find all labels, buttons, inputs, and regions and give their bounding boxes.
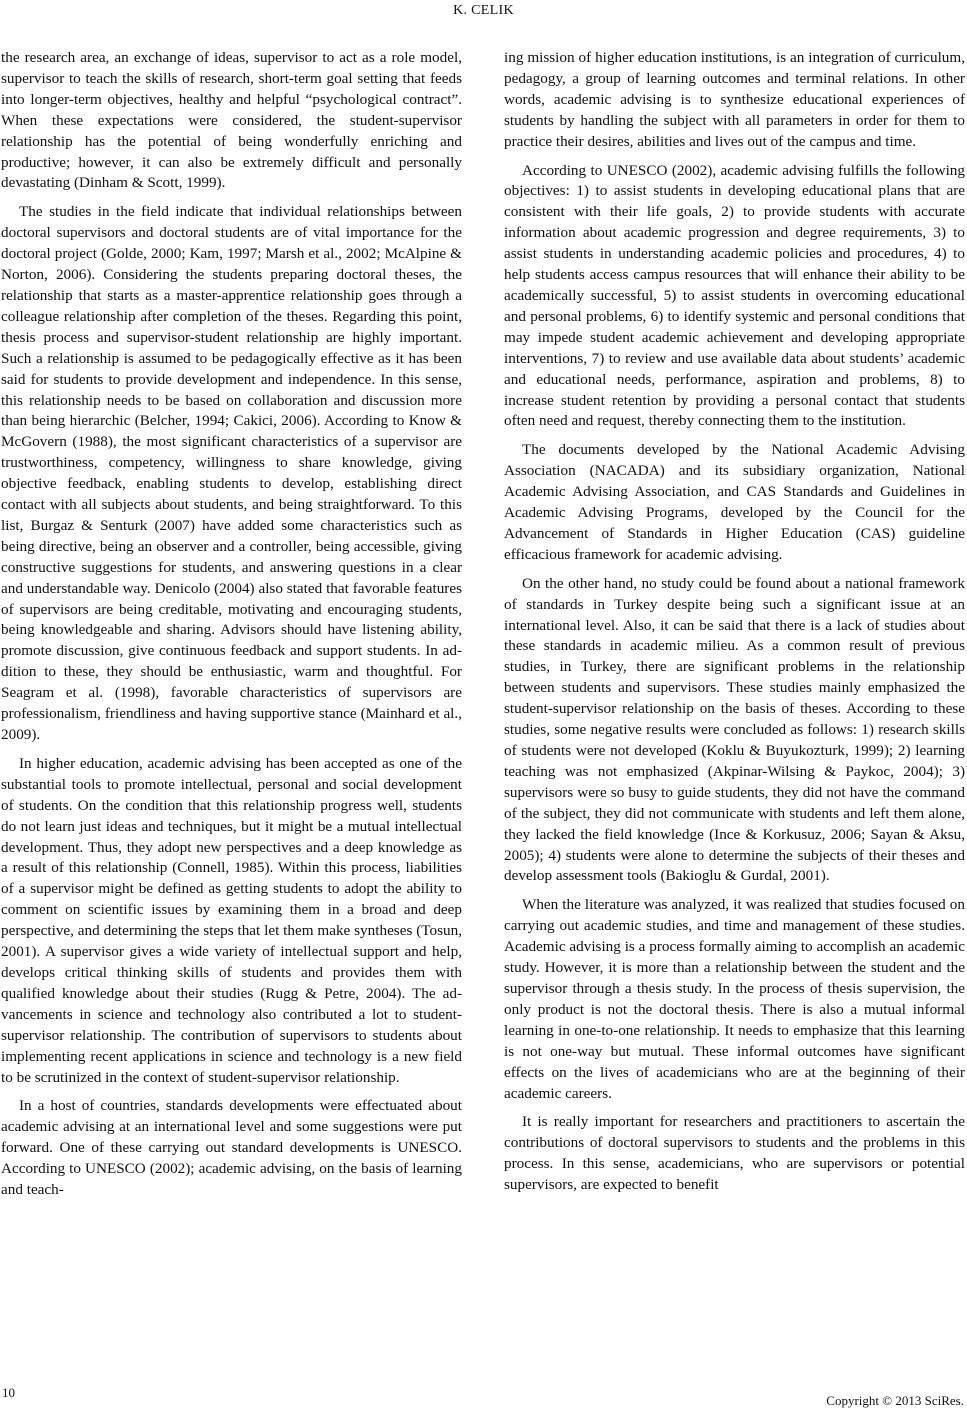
paragraph: In higher education, academic advising has been accepted as one of the substantial tools to promote intellectual, personal and social development of students. On the condition that this relationship progress well, students do not learn just ideas and techniques, but it might be a mutual intellectual development. Thus, they adopt new perspectives and a deep knowledge as a result of this relationship (Connell, 1985). Within this process, liabilities of a supervisor might be defined as getting students to adopt the ability to comment on scientific issues by examining them in a broad and deep perspective, and determining the steps that let them make syntheses (Tosun, 2001). A supervisor gives a wide variety of intellectual support and help, develops critical thinking skills of students and provides them with qualified knowledge about their studies (Rugg & Petre, 2004). The advancements in science and technology also contributed a lot to student-supervisor relationship. The contribution of supervisors to students about implementing recent applications in science and technology is a new field to be scrutinized in the context of student-supervisor relationship. [1, 754, 462, 1086]
page-number: 10 [2, 1385, 15, 1400]
right-column [504, 48, 965, 1204]
paragraph: On the other hand, no study could be found about a national framework of standards in Turkey despite being such a significant issue at an international level. Also, it can be said that there is a lack of studies about these standards in academic milieu. As a common result of previous studies, in Turkey, there are significant problems in the relationship between students and supervisors. These studies mainly emphasized the student-supervisor relationship on the basis of theses. According to these studies, some negative results were concluded as follows: 1) research skills of students were not developed (Koklu & Buyukozturk, 1999); 2) learning teaching was not emphasized (Akpinar-Wilsing & Paykoc, 2004); 3) supervisors were so busy to guide students, they did not have the command of the subject, they did not communicate with students and left them alone, they lacked the field knowledge (Ince & Korkusuz, 2006; Sayan & Aksu, 2005); 4) students were alone to determine the subjects of their theses and develop assessment tools (Bakioglu & Gurdal, 2001). [504, 574, 965, 885]
paragraph: ing mission of higher education institutions, is an integration of curriculum, pedagogy, a group of learning outcomes and terminal relations. In other words, academic advising is to synthesize educational experiences of students by handling the subject with all parameters in order for them to practice their desires, abilities and lives out of the campus and time. [504, 49, 965, 150]
running-head: K. CELIK [453, 3, 514, 18]
paragraph: The documents developed by the National Academic Advising Association (NACADA) and its subsidiary organization, National Academic Advising Association, and CAS Standards and Guidelines in Academic Advising Programs, developed by the Council for the Advancement of Standards in Higher Education (CAS) guideline efficacious framework for academic advising. [504, 441, 965, 563]
paragraph: According to UNESCO (2002), academic advising fulfills the following objectives: 1) to assist students in developing educational plans that are consistent with their life goals, 2) to provide students with accurate information about academic progression and degree requirements, 3) to assist students in understanding academic policies and procedures, 4) to help students access campus resources that will enhance their ability to be academically successful, 5) to assist students in overcoming educational and personal problems, 6) to identify systemic and personal conditions that may impede student academic achievement and developing appropriate interventions, 7) to review and use available data about students’ academic and educational needs, performance, aspiration and problems, 8) to increase student retention by providing a personal contact that students often need and request, thereby connecting them to the institution. [504, 161, 965, 430]
paragraph: It is really important for researchers and practitioners to ascertain the contributions of doctoral supervisors to students and the problems in this process. In this sense, academicians, who are supervisors or potential supervisors, are expected to benefit [504, 1113, 965, 1194]
paragraph: When the literature was analyzed, it was realized that studies focused on carrying out academic studies, and time and management of these studies. Academic advising is a process formally aiming to accomplish an academic study. However, it is more than a relationship between the student and the supervisor through a thesis study. In the process of thesis supervision, the only product is not the doctoral thesis. There is also a mutual informal learning in one-to-one relationship. It needs to emphasize that this learning is not one-way but mutual. These informal outcomes have significant effects on the lives of academicians who are at the beginning of their academic careers. [504, 896, 965, 1102]
paragraph: the research area, an exchange of ideas, supervisor to act as a role model, supervisor to teach the skills of research, short-term goal setting that feeds into longer-term objectives, healthy and helpful “psychological contract”. When these expectations were considered, the student-supervisor relationship has the potential of being wonderfully enriching and productive; however, it can also be extremely difficult and personally devastating (Dinham & Scott, 1999). [1, 49, 462, 192]
left-column [1, 48, 462, 1209]
paragraph: The studies in the field indicate that individual relationships between doctoral supervisors and doctoral students are of vital importance for the doctoral project (Golde, 2000; Kam, 1997; Marsh et al., 2002; McAlpine & Norton, 2006). Considering the students preparing doctoral theses, the relationship that starts as a master-apprentice relationship goes through a colleague relationship after completion of the theses. Regarding this point, thesis process and supervisor-student relationship are highly important. Such a relationship is assumed to be pedagogically effective as it has been said for students to provide development and independence. In this sense, this relationship needs to be based on collaboration and discussion more than being hierarchic (Belcher, 1994; Cakici, 2006). According to Know & McGovern (1988), the most significant characteristics of a supervisor are trustworthiness, competency, willingness to share knowledge, giving objective feedback, enabling students to develop, establishing direct contact with all subjects about students, and being straightforward. To this list, Burgaz & Senturk (2007) have added some characteristics such as being directive, being an observer and a controller, being accessible, giving constructive suggestions for students, and answering questions in a clear and understandable way. Denicolo (2004) also stated that favorable features of supervisors are being creditable, motivating and encouraging students, being knowledgeable and sharing. Advisors should have listening ability, promote discussion, give continuous feedback and support students. In addition to these, they should be enthusiastic, warm and thoughtful. For Seagram et al. (1998), favorable characteristics of supervisors are professionalism, friendliness and having supportive stance (Mainhard et al., 2009). [1, 203, 462, 743]
paragraph: In a host of countries, standards developments were effectuated about academic advising at an international level and some suggestions were put forward. One of these carrying out standard developments is UNESCO. According to UNESCO (2002); academic advising, on the basis of learning and teach- [1, 1097, 462, 1199]
copyright-notice: Copyright © 2013 SciRes. [826, 1393, 964, 1408]
